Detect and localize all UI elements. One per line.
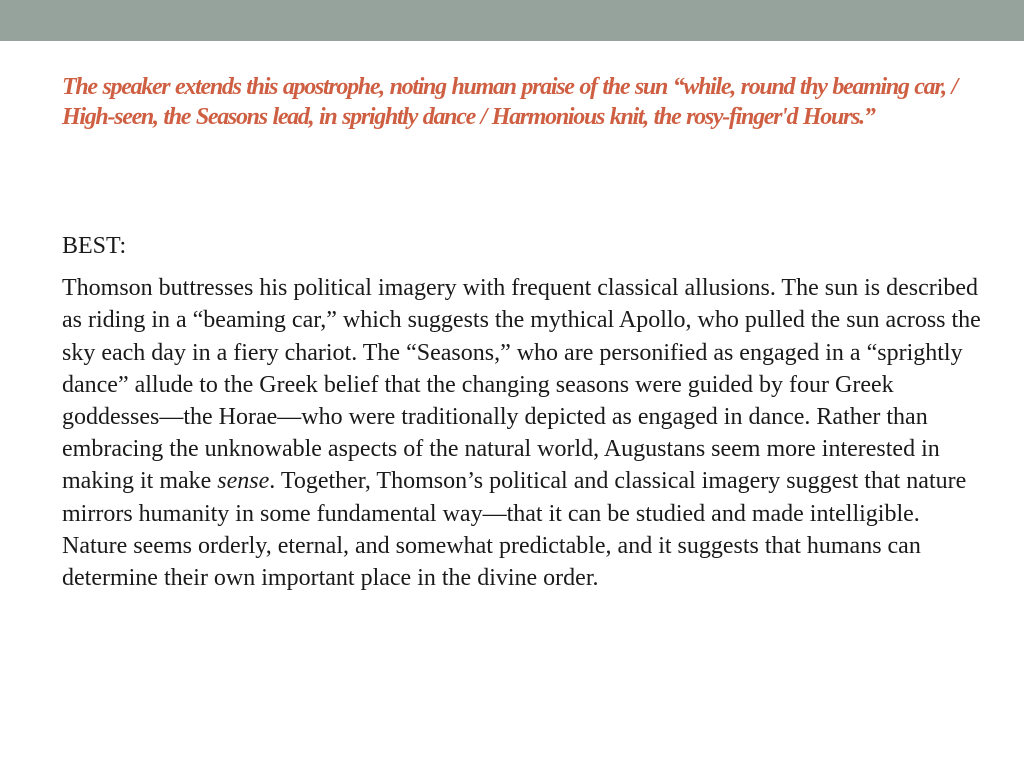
best-heading xyxy=(62,230,982,262)
slide-content xyxy=(62,230,982,594)
best-label: BEST xyxy=(62,233,120,259)
body-text-part-1: Thomson buttresses his political imagery with frequent classical allusions. The sun is described as riding in a “beaming car,” which suggests the mythical Apollo, who pulled the sun across the sky each day in a fiery chariot. The “Seasons,” who are personified as engaged in a “sprightly dance” allude to the Greek belief that the changing seasons were guided by four Greek goddesses—the Horae—who were traditionally depicted as engaged in dance. Rather than embracing the unknowable aspects of the natural world, Augustans seem more interested in making it make xyxy=(62,275,981,495)
emphasized-word: sense xyxy=(217,468,270,495)
slide-title: The speaker extends this apostrophe, noting human praise of the sun “while, round thy beaming car, / High-seen, the Seasons lead, in sprightly dance / Harmonious knit, the rosy-finger'd Hours.” xyxy=(62,74,957,130)
body-text-part-2: . Together, Thomson’s political and classical imagery suggest that nature mirrors humanity in some fundamental way—that it can be studied and made intelligible. Nature seems orderly, eternal, and somewhat predictable, and it suggests that humans can determine their own important place in the divine order. xyxy=(62,468,967,592)
top-decorative-band xyxy=(0,0,1024,41)
body-paragraph xyxy=(62,272,982,594)
best-colon: : xyxy=(119,233,127,259)
